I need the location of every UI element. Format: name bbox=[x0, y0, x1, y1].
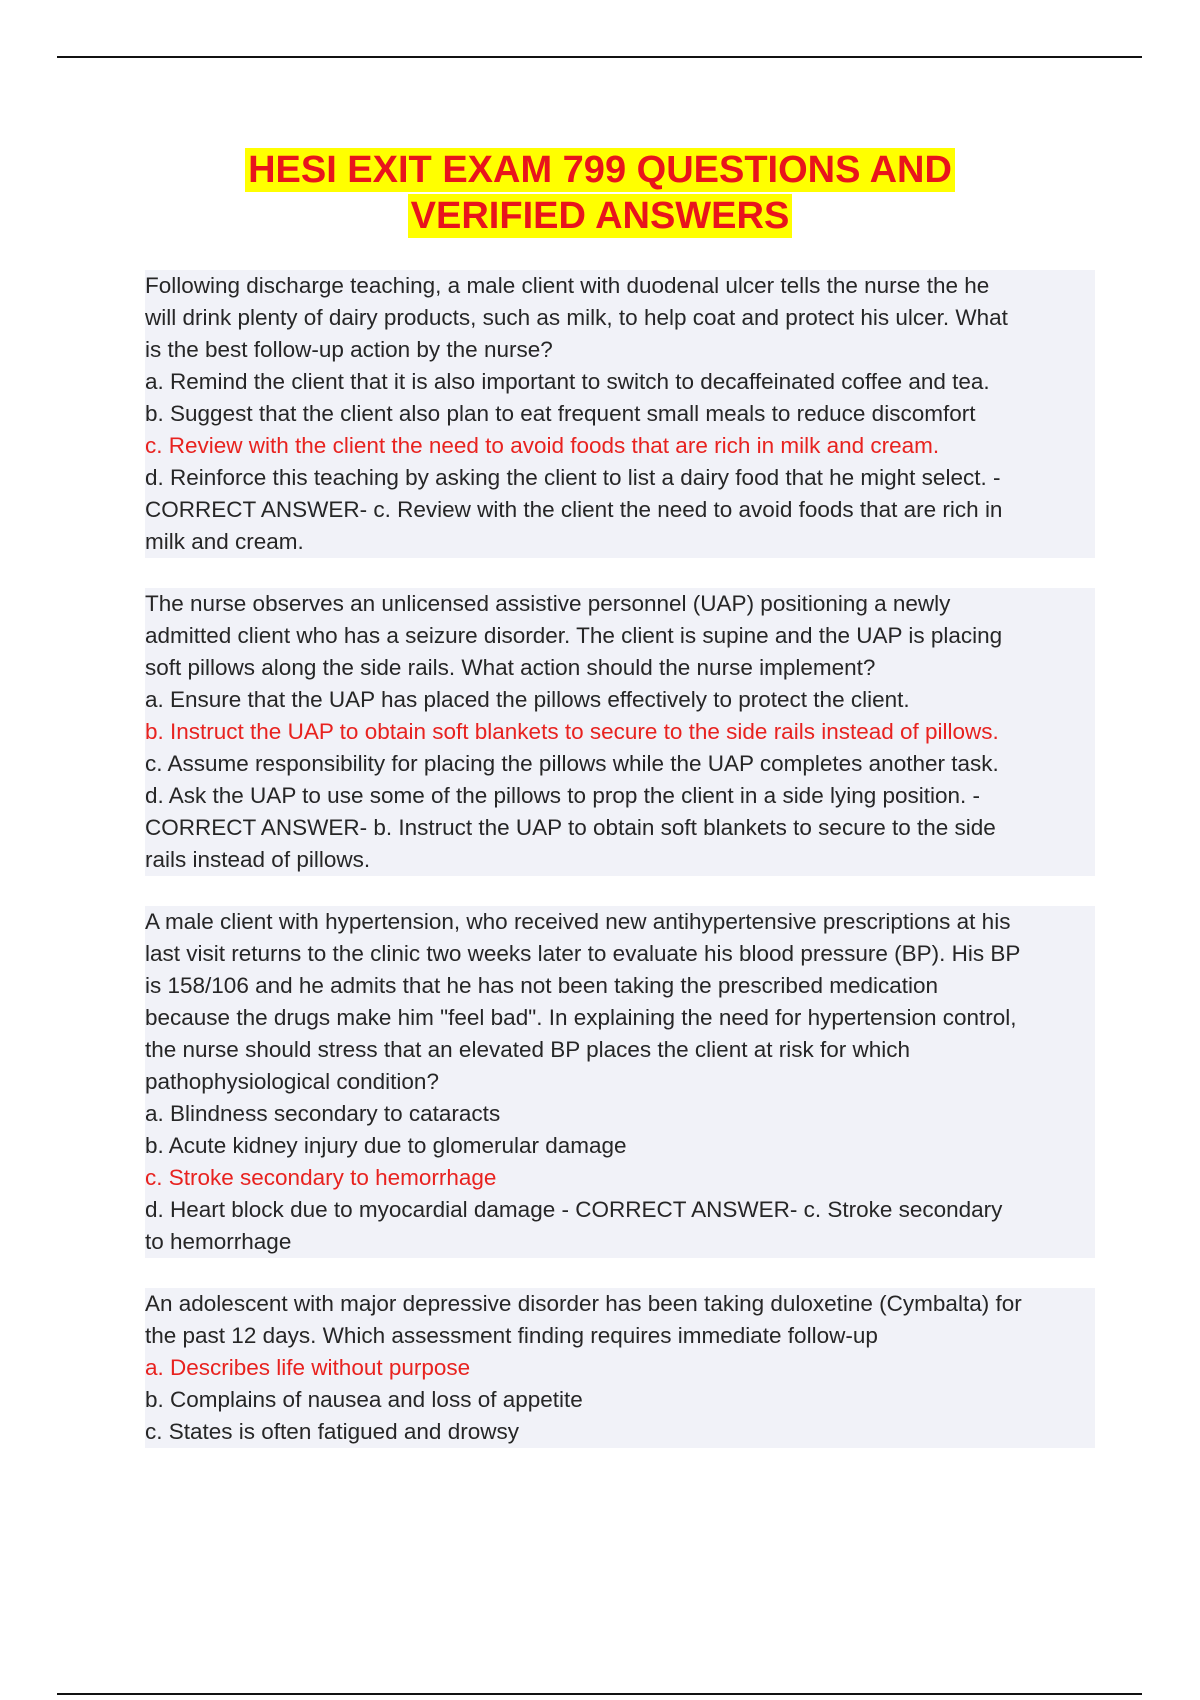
question-stem-line: pathophysiological condition? bbox=[145, 1069, 439, 1094]
question-stem-line: The nurse observes an unlicensed assistive personnel (UAP) positioning a newly bbox=[145, 591, 951, 616]
answer-option: c. Assume responsibility for placing the pillows while the UAP completes another task. bbox=[145, 751, 999, 776]
answer-option: b. Suggest that the client also plan to eat frequent small meals to reduce discomfort bbox=[145, 401, 976, 426]
correct-answer-option: a. Describes life without purpose bbox=[145, 1355, 471, 1380]
question-stem-line: the past 12 days. Which assessment finding requires immediate follow-up bbox=[145, 1323, 878, 1348]
question-block bbox=[145, 270, 1095, 558]
question-stem-line: A male client with hypertension, who received new antihypertensive prescriptions at his bbox=[145, 909, 1011, 934]
title-line-2: VERIFIED ANSWERS bbox=[408, 194, 793, 238]
question-block bbox=[145, 1288, 1095, 1448]
answer-option: b. Complains of nausea and loss of appetite bbox=[145, 1387, 583, 1412]
answer-option: b. Acute kidney injury due to glomerular damage bbox=[145, 1133, 627, 1158]
title-line-1: HESI EXIT EXAM 799 QUESTIONS AND bbox=[245, 148, 955, 192]
answer-option: d. Ask the UAP to use some of the pillows to prop the client in a side lying position. - bbox=[145, 783, 981, 808]
question-stem-line: is 158/106 and he admits that he has not been taking the prescribed medication bbox=[145, 973, 939, 998]
question-stem-line: admitted client who has a seizure disorder. The client is supine and the UAP is placing bbox=[145, 623, 1003, 648]
question-stem-line: will drink plenty of dairy products, such as milk, to help coat and protect his ulcer. What bbox=[145, 305, 1008, 330]
answer-option: d. Heart block due to myocardial damage - CORRECT ANSWER- c. Stroke secondary bbox=[145, 1197, 1003, 1222]
correct-answer-text: milk and cream. bbox=[145, 529, 304, 554]
correct-answer-text: CORRECT ANSWER- b. Instruct the UAP to obtain soft blankets to secure to the side bbox=[145, 815, 996, 840]
answer-option: a. Remind the client that it is also important to switch to decaffeinated coffee and tea. bbox=[145, 369, 990, 394]
answer-option: a. Blindness secondary to cataracts bbox=[145, 1101, 501, 1126]
correct-answer-text: rails instead of pillows. bbox=[145, 847, 371, 872]
correct-answer-option: b. Instruct the UAP to obtain soft blankets to secure to the side rails instead of pillows. bbox=[145, 719, 999, 744]
question-stem-line: soft pillows along the side rails. What action should the nurse implement? bbox=[145, 655, 876, 680]
question-stem-line: last visit returns to the clinic two weeks later to evaluate his blood pressure (BP). His BP bbox=[145, 941, 1021, 966]
question-stem-line: is the best follow-up action by the nurse? bbox=[145, 337, 553, 362]
correct-answer-option: c. Review with the client the need to avoid foods that are rich in milk and cream. bbox=[145, 433, 940, 458]
question-stem-line: because the drugs make him "feel bad". In explaining the need for hypertension control, bbox=[145, 1005, 1017, 1030]
question-block bbox=[145, 588, 1095, 876]
correct-answer-option: c. Stroke secondary to hemorrhage bbox=[145, 1165, 497, 1190]
answer-option: c. States is often fatigued and drowsy bbox=[145, 1419, 519, 1444]
question-stem-line: An adolescent with major depressive disorder has been taking duloxetine (Cymbalta) for bbox=[145, 1291, 1022, 1316]
header-rule bbox=[57, 56, 1142, 58]
correct-answer-text: to hemorrhage bbox=[145, 1229, 292, 1254]
footer-rule bbox=[57, 1693, 1142, 1695]
question-stem-line: the nurse should stress that an elevated BP places the client at risk for which bbox=[145, 1037, 910, 1062]
question-list bbox=[145, 270, 1095, 1478]
question-stem-line: Following discharge teaching, a male client with duodenal ulcer tells the nurse the he bbox=[145, 273, 990, 298]
question-block bbox=[145, 906, 1095, 1258]
correct-answer-text: CORRECT ANSWER- c. Review with the client the need to avoid foods that are rich in bbox=[145, 497, 1003, 522]
answer-option: a. Ensure that the UAP has placed the pillows effectively to protect the client. bbox=[145, 687, 910, 712]
document-title bbox=[0, 148, 1200, 238]
answer-option: d. Reinforce this teaching by asking the client to list a dairy food that he might select. - bbox=[145, 465, 1001, 490]
